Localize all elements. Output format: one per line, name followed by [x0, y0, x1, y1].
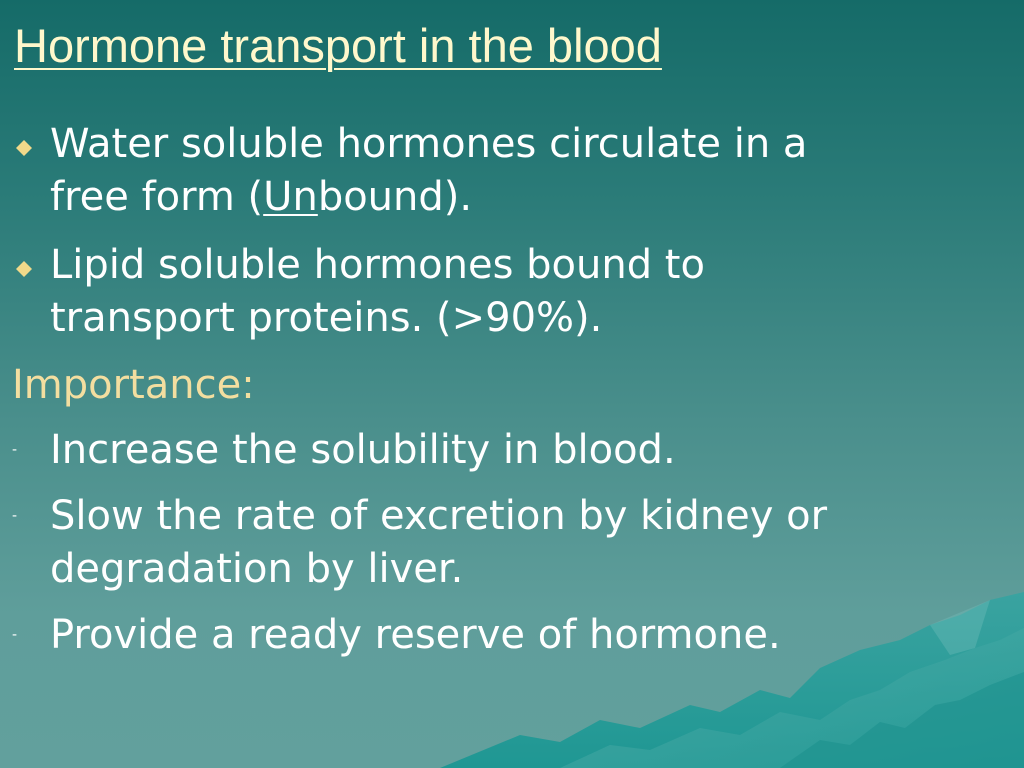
bullet-line-segment: bound).	[317, 174, 473, 220]
bullet-line: Lipid soluble hormones bound to	[50, 242, 705, 288]
slide-title: Hormone transport in the blood	[14, 19, 662, 72]
bullet-line: transport proteins. (>90%).	[50, 295, 603, 341]
diamond-bullet-icon	[16, 140, 32, 156]
bullet-line	[50, 171, 1010, 224]
dash-text-1	[50, 424, 1010, 477]
dash-marker: -	[12, 508, 18, 524]
dash-text-3	[50, 609, 1010, 662]
bullet-text-2	[50, 239, 1010, 345]
dash-marker: -	[12, 442, 18, 458]
bullet-line: Water soluble hormones circulate in a	[50, 121, 808, 167]
underlined-segment: Un	[263, 174, 318, 220]
dash-line: Increase the solubility in blood.	[50, 427, 676, 473]
bullet-line-segment: free form (	[50, 174, 264, 220]
importance-heading: Importance:	[12, 362, 255, 408]
diamond-bullet-icon	[16, 261, 32, 277]
dash-text-2	[50, 490, 1010, 596]
bullet-text-1	[50, 118, 1010, 224]
dash-line: Provide a ready reserve of hormone.	[50, 612, 781, 658]
dash-marker: -	[12, 627, 18, 643]
dash-line: Slow the rate of excretion by kidney or	[50, 493, 828, 539]
dash-line: degradation by liver.	[50, 546, 464, 592]
